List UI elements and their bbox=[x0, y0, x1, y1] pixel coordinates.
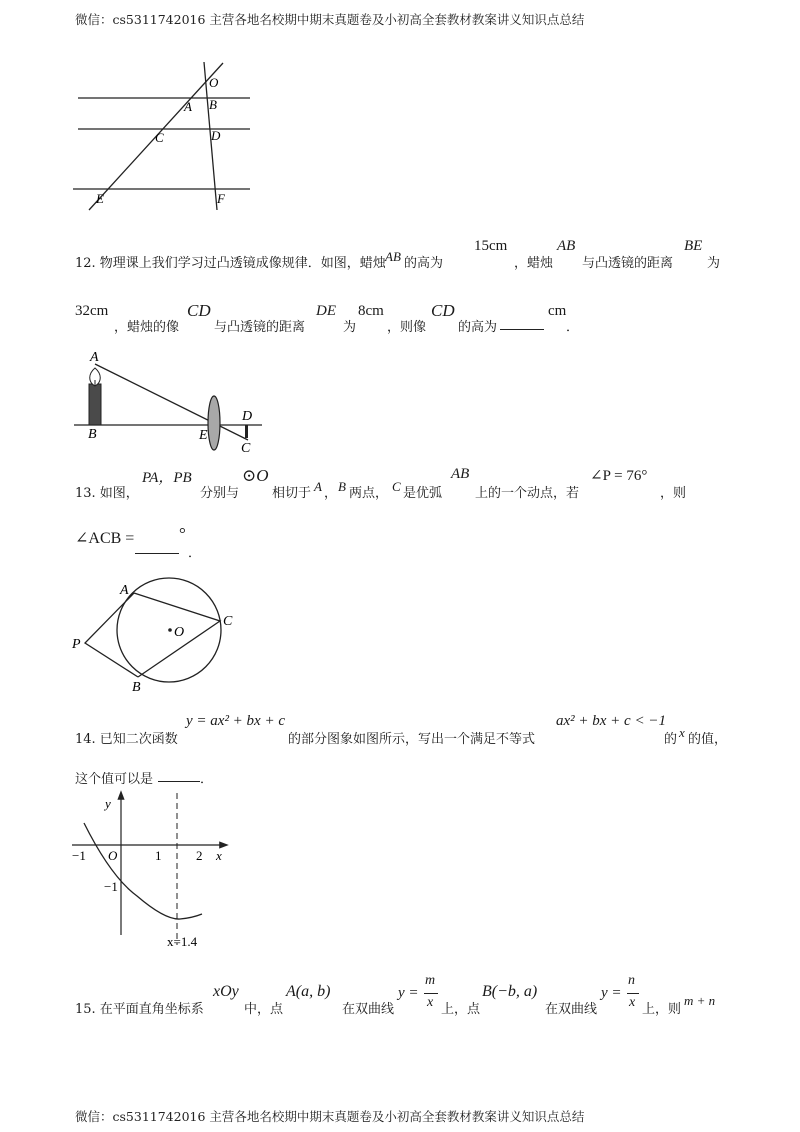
q13-degree: ° bbox=[179, 524, 186, 543]
y-tick-minus1: −1 bbox=[104, 879, 118, 894]
q12-cd1: CD bbox=[187, 301, 211, 320]
q15-n: n bbox=[628, 973, 635, 988]
q12-de: DE bbox=[316, 303, 336, 319]
label-A: A bbox=[120, 583, 129, 598]
q12-v8: 8cm bbox=[358, 303, 384, 319]
q14-p2: 的部分图象如图所示，写出一个满足不等式 bbox=[288, 732, 536, 747]
label-P: P bbox=[72, 637, 81, 652]
label-A: A bbox=[184, 99, 192, 114]
label-B: B bbox=[209, 97, 217, 112]
q15-p5: 在双曲线 bbox=[545, 1002, 598, 1017]
q13-arc: AB bbox=[451, 466, 470, 482]
q15-x2: x bbox=[629, 995, 636, 1010]
q12-p10: 的高为 bbox=[458, 320, 498, 335]
x-axis-label: x bbox=[216, 848, 222, 863]
page-header: 微信：cs5311742016 主营各地名校期中期末真题卷及小初高全套教材教案讲义知识点总结 bbox=[75, 12, 585, 27]
page-footer: 微信：cs5311742016 主营各地名校期中期末真题卷及小初高全套教材教案讲义知识点总结 bbox=[75, 1109, 585, 1124]
q14-p3: 的 bbox=[664, 732, 678, 747]
q13-p1: 13. 如图， bbox=[75, 486, 139, 501]
origin-label: O bbox=[108, 848, 118, 863]
label-C: C bbox=[241, 441, 251, 456]
q13-p2: 分别与 bbox=[200, 486, 240, 501]
q14-end: ． bbox=[200, 772, 214, 787]
q15-fraction-bar-1 bbox=[424, 993, 438, 994]
x-tick-2: 2 bbox=[196, 848, 203, 863]
q15-point-b: B(−b, a) bbox=[482, 983, 538, 1000]
q14-func: y = ax² + bx + c bbox=[186, 713, 285, 729]
q15-x1: x bbox=[427, 995, 434, 1010]
q12-p6: ，蜡烛的像 bbox=[114, 320, 180, 335]
q13-p6: 是优弧 bbox=[403, 486, 443, 501]
label-A: A bbox=[90, 350, 99, 365]
label-O: O bbox=[174, 625, 185, 640]
q14-x: x bbox=[679, 725, 685, 740]
q14-ineq: ax² + bx + c < −1 bbox=[556, 713, 666, 729]
q15-p2: 中，点 bbox=[244, 1002, 284, 1017]
symmetry-label: x=1.4 bbox=[167, 934, 198, 949]
label-F: F bbox=[217, 191, 225, 206]
label-C: C bbox=[223, 614, 233, 629]
label-B: B bbox=[132, 680, 141, 695]
q13-c: C bbox=[392, 479, 401, 494]
q12-p1: 12. 物理课上我们学习过凸透镜成像规律．如图，蜡烛 bbox=[75, 256, 386, 271]
q12-v15: 15cm bbox=[474, 238, 508, 254]
q15-m-plus-n: m + n bbox=[684, 993, 716, 1008]
q15-p3: 在双曲线 bbox=[342, 1002, 395, 1017]
q15-p4: 上，点 bbox=[441, 1002, 481, 1017]
q15-y-eq-1: y = bbox=[398, 985, 419, 1001]
label-O: O bbox=[209, 75, 219, 90]
q12-p2: 的高为 bbox=[404, 256, 444, 271]
parabola-curve bbox=[84, 823, 202, 919]
q13-circle-o: ⊙O bbox=[242, 466, 269, 485]
q15-point-a: A(a, b) bbox=[286, 983, 331, 1000]
q15-fraction-bar-2 bbox=[627, 993, 639, 994]
q12-p7: 与凸透镜的距离 bbox=[214, 320, 306, 335]
label-B: B bbox=[88, 427, 97, 442]
q12-p8: 为 bbox=[343, 320, 357, 335]
q14-line2: 这个值可以是 bbox=[75, 772, 154, 787]
q12-cd2: CD bbox=[431, 301, 455, 320]
label-D: D bbox=[211, 128, 221, 143]
q14-p4: 的值， bbox=[688, 732, 728, 747]
label-E: E bbox=[96, 191, 104, 206]
q12-v32: 32cm bbox=[75, 303, 109, 319]
q13-p8: ，则 bbox=[660, 486, 687, 501]
q15-p1: 15. 在平面直角坐标系 bbox=[75, 1002, 204, 1017]
q15-p6: 上，则 bbox=[642, 1002, 682, 1017]
q15-xoy: xOy bbox=[213, 983, 239, 1000]
q13-b: B bbox=[338, 479, 346, 494]
x-tick-1: 1 bbox=[155, 848, 162, 863]
q12-p11: ． bbox=[566, 320, 580, 335]
q13-a: A bbox=[314, 479, 322, 494]
q15-y-eq-2: y = bbox=[601, 985, 622, 1001]
q13-end: ． bbox=[188, 546, 202, 561]
q13-p3: 相切于 bbox=[272, 486, 312, 501]
q13-angle-acb: ∠ACB = bbox=[75, 530, 135, 547]
q14-p1: 14. 已知二次函数 bbox=[75, 732, 178, 747]
q12-p3: ，蜡烛 bbox=[514, 256, 554, 271]
q12-p4: 与凸透镜的距离 bbox=[582, 256, 674, 271]
y-axis-label: y bbox=[105, 796, 111, 811]
q12-ab1: AB bbox=[385, 249, 401, 264]
q13-angle-p: ∠P = 76° bbox=[590, 468, 648, 484]
q12-p9: ，则像 bbox=[387, 320, 427, 335]
x-tick-minus1: −1 bbox=[72, 848, 86, 863]
q12-p5: 为 bbox=[707, 256, 721, 271]
label-E: E bbox=[199, 428, 208, 443]
q13-p7: 上的一个动点，若 bbox=[475, 486, 580, 501]
q13-pa-pb: PA，PB bbox=[142, 470, 192, 486]
q13-p4: ， bbox=[324, 486, 338, 501]
q12-unit: cm bbox=[548, 303, 567, 319]
label-D: D bbox=[242, 409, 253, 424]
q12-be: BE bbox=[684, 238, 703, 254]
label-C: C bbox=[155, 130, 164, 145]
q15-m: m bbox=[425, 973, 436, 988]
q12-ab2: AB bbox=[557, 238, 576, 254]
q13-p5: 两点， bbox=[349, 486, 389, 501]
